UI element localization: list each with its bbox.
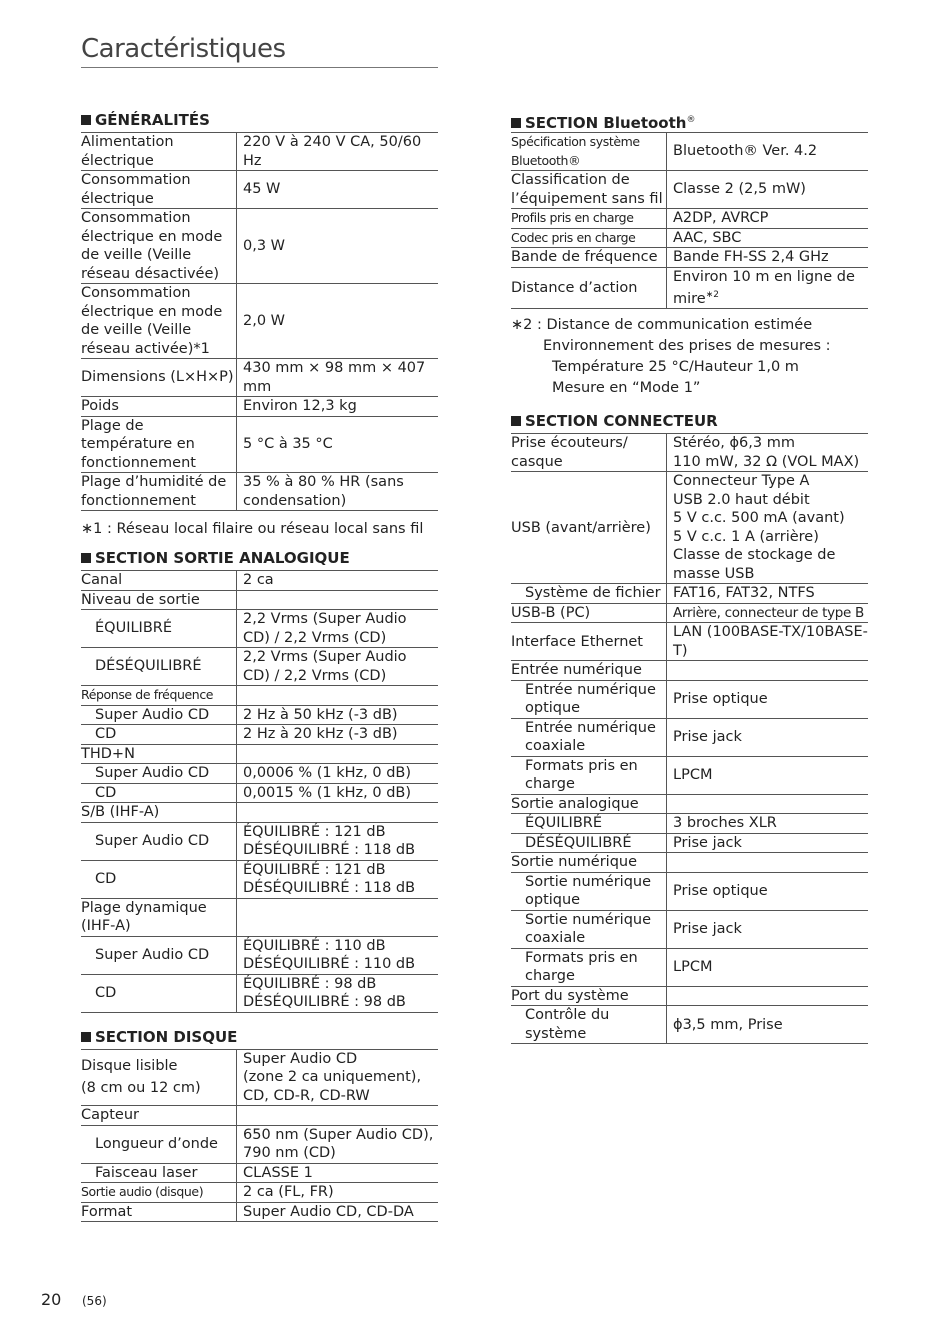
- spec-label: Entrée numérique: [511, 661, 667, 681]
- spec-label: Formats pris en charge: [511, 948, 667, 986]
- spec-label: Plage de température en fonctionnement: [81, 416, 237, 473]
- spec-label: Entrée numérique optique: [511, 680, 667, 718]
- table-row: [81, 397, 438, 417]
- spec-label: Contrôle du système: [511, 1006, 667, 1044]
- spec-value: 2,0 W: [237, 284, 439, 359]
- table-row: [81, 936, 438, 974]
- spec-label: ÉQUILIBRÉ: [81, 610, 237, 648]
- spec-label: Classification de l’équipement sans fil: [511, 171, 667, 209]
- spec-value: 2 Hz à 50 kHz (-3 dB): [237, 705, 439, 725]
- spec-label: Canal: [81, 571, 237, 591]
- spec-label: ÉQUILIBRÉ: [511, 814, 667, 834]
- table-row: [81, 705, 438, 725]
- spec-label: Super Audio CD: [81, 705, 237, 725]
- spec-label: Alimentation électrique: [81, 133, 237, 171]
- table-row: [81, 898, 438, 936]
- analogique-table: [81, 570, 438, 1013]
- table-row: [81, 284, 438, 359]
- spec-label: S/B (IHF-A): [81, 803, 237, 823]
- spec-value: [237, 803, 439, 823]
- spec-label: CD: [81, 974, 237, 1012]
- spec-value: LAN (100BASE-TX/10BASE-T): [667, 623, 869, 661]
- square-bullet-icon: [81, 1032, 91, 1042]
- spec-value: Prise jack: [667, 833, 869, 853]
- spec-value: ÉQUILIBRÉ : 110 dB DÉSÉQUILIBRÉ : 110 dB: [237, 936, 439, 974]
- table-row: [511, 171, 868, 209]
- spec-value: ÉQUILIBRÉ : 121 dB DÉSÉQUILIBRÉ : 118 dB: [237, 822, 439, 860]
- table-row: [511, 986, 868, 1006]
- spec-label: THD+N: [81, 744, 237, 764]
- table-row: [81, 1183, 438, 1203]
- left-column: [81, 108, 438, 1222]
- spec-value: Classe 2 (2,5 mW): [667, 171, 869, 209]
- spec-label: Codec pris en charge: [511, 228, 667, 248]
- spec-value: Prise optique: [667, 872, 869, 910]
- spec-value: Stéréo, ϕ6,3 mm 110 mW, 32 Ω (VOL MAX): [667, 434, 869, 472]
- spec-label: Super Audio CD: [81, 936, 237, 974]
- table-row: [81, 1106, 438, 1126]
- spec-label: Plage dynamique (IHF-A): [81, 898, 237, 936]
- spec-value: Super Audio CD, CD-DA: [237, 1202, 439, 1222]
- table-row: [511, 872, 868, 910]
- spec-value: Environ 12,3 kg: [237, 397, 439, 417]
- spec-value: LPCM: [667, 756, 869, 794]
- title-divider: [81, 67, 438, 68]
- table-row: [511, 910, 868, 948]
- table-row: [511, 434, 868, 472]
- table-row: [511, 228, 868, 248]
- table-row: [511, 833, 868, 853]
- table-row: [511, 623, 868, 661]
- spec-label: Système de fichier: [511, 584, 667, 604]
- section-title-generalites: GÉNÉRALITÉS: [81, 108, 438, 132]
- spec-label: DÉSÉQUILIBRÉ: [81, 648, 237, 686]
- spec-value: 0,0006 % (1 kHz, 0 dB): [237, 764, 439, 784]
- table-row: [511, 267, 868, 309]
- spec-value: LPCM: [667, 948, 869, 986]
- spec-value: ÉQUILIBRÉ : 121 dB DÉSÉQUILIBRÉ : 118 dB: [237, 860, 439, 898]
- spec-value: 2 ca (FL, FR): [237, 1183, 439, 1203]
- square-bullet-icon: [81, 553, 91, 563]
- spec-label: Distance d’action: [511, 267, 667, 309]
- spec-label: Dimensions (L×H×P): [81, 359, 237, 397]
- spec-label: Spécification système Bluetooth®: [511, 133, 667, 171]
- spec-value: Prise jack: [667, 718, 869, 756]
- spec-value: 3 broches XLR: [667, 814, 869, 834]
- page-title: Caractéristiques: [81, 34, 286, 64]
- table-row: [511, 794, 868, 814]
- spec-value: 650 nm (Super Audio CD), 790 nm (CD): [237, 1125, 439, 1163]
- spec-label: USB (avant/arrière): [511, 472, 667, 584]
- footnote-2: ∗2 : Distance de communication estimée Environnement des prises de mesures : Température 25 °C/Hauteur 1,0 m Mesure en “Mode 1”: [511, 317, 831, 397]
- spec-label: Entrée numérique coaxiale: [511, 718, 667, 756]
- right-column: [511, 108, 868, 1044]
- spec-value: [667, 661, 869, 681]
- generalites-table: [81, 132, 438, 511]
- spec-label: Plage d’humidité de fonctionnement: [81, 473, 237, 511]
- page-sub-number: (56): [82, 1294, 107, 1308]
- square-bullet-icon: [511, 118, 521, 128]
- section-title-bluetooth: SECTION Bluetooth®: [511, 108, 868, 132]
- spec-label: Formats pris en charge: [511, 756, 667, 794]
- spec-value: 0,0015 % (1 kHz, 0 dB): [237, 783, 439, 803]
- spec-label: Format: [81, 1202, 237, 1222]
- spec-value: Prise jack: [667, 910, 869, 948]
- spec-value: Super Audio CD (zone 2 ca uniquement), CD, CD-R, CD-RW: [237, 1049, 439, 1106]
- spec-value: ϕ3,5 mm, Prise: [667, 1006, 869, 1044]
- table-row: [81, 209, 438, 284]
- table-row: [81, 764, 438, 784]
- connecteur-table: [511, 433, 868, 1044]
- spec-label: Consommation électrique: [81, 171, 237, 209]
- spec-value: Bande FH-SS 2,4 GHz: [667, 248, 869, 268]
- table-row: [511, 814, 868, 834]
- spec-label: USB-B (PC): [511, 603, 667, 623]
- spec-label: Faisceau laser: [81, 1163, 237, 1183]
- table-row: [511, 948, 868, 986]
- spec-value: [667, 853, 869, 873]
- table-row: [81, 860, 438, 898]
- square-bullet-icon: [511, 416, 521, 426]
- spec-value: Environ 10 m en ligne de mire$^{∗2}$: [667, 267, 869, 309]
- table-row: [81, 473, 438, 511]
- table-row: [81, 744, 438, 764]
- spec-value: 2,2 Vrms (Super Audio CD) / 2,2 Vrms (CD): [237, 610, 439, 648]
- table-row: [511, 756, 868, 794]
- spec-label: Consommation électrique en mode de veille (Veille réseau activée)*1: [81, 284, 237, 359]
- square-bullet-icon: [81, 115, 91, 125]
- table-row: [81, 171, 438, 209]
- table-row: [81, 133, 438, 171]
- table-row: [511, 133, 868, 171]
- table-row: [81, 686, 438, 706]
- table-row: [511, 472, 868, 584]
- table-row: [81, 1125, 438, 1163]
- table-row: [81, 783, 438, 803]
- table-row: [81, 1049, 438, 1106]
- spec-label: Profils pris en charge: [511, 209, 667, 229]
- table-row: [81, 359, 438, 397]
- spec-value: 2,2 Vrms (Super Audio CD) / 2,2 Vrms (CD): [237, 648, 439, 686]
- spec-value: Prise optique: [667, 680, 869, 718]
- spec-label: Super Audio CD: [81, 764, 237, 784]
- spec-label: Consommation électrique en mode de veille (Veille réseau désactivée): [81, 209, 237, 284]
- page-number: 20: [41, 1290, 62, 1309]
- table-row: [81, 590, 438, 610]
- spec-label: Sortie numérique: [511, 853, 667, 873]
- section-title-connecteur: SECTION CONNECTEUR: [511, 409, 868, 433]
- spec-label: Capteur: [81, 1106, 237, 1126]
- table-row: [511, 248, 868, 268]
- spec-value: 45 W: [237, 171, 439, 209]
- spec-value: Arrière, connecteur de type B: [667, 603, 869, 623]
- section-title-disque: SECTION DISQUE: [81, 1025, 438, 1049]
- spec-value: AAC, SBC: [667, 228, 869, 248]
- spec-value: [237, 898, 439, 936]
- spec-label: Sortie analogique: [511, 794, 667, 814]
- spec-label: Sortie audio (disque): [81, 1183, 237, 1203]
- spec-label: Bande de fréquence: [511, 248, 667, 268]
- spec-value: CLASSE 1: [237, 1163, 439, 1183]
- spec-label: Sortie numérique optique: [511, 872, 667, 910]
- spec-value: [237, 686, 439, 706]
- disque-table: [81, 1049, 438, 1223]
- spec-label: Réponse de fréquence: [81, 686, 237, 706]
- table-row: [81, 648, 438, 686]
- table-row: [511, 680, 868, 718]
- spec-label: CD: [81, 783, 237, 803]
- spec-label: Poids: [81, 397, 237, 417]
- table-row: [511, 1006, 868, 1044]
- spec-label: Port du système: [511, 986, 667, 1006]
- spec-value: [237, 744, 439, 764]
- spec-value: [667, 794, 869, 814]
- table-row: [511, 209, 868, 229]
- bluetooth-table: [511, 132, 868, 309]
- table-row: [511, 718, 868, 756]
- spec-label: DÉSÉQUILIBRÉ: [511, 833, 667, 853]
- spec-value: FAT16, FAT32, NTFS: [667, 584, 869, 604]
- table-row: [81, 974, 438, 1012]
- spec-value: 430 mm × 98 mm × 407 mm: [237, 359, 439, 397]
- spec-value: [667, 986, 869, 1006]
- table-row: [81, 571, 438, 591]
- spec-label: Sortie numérique coaxiale: [511, 910, 667, 948]
- spec-label: CD: [81, 860, 237, 898]
- table-row: [511, 661, 868, 681]
- table-row: [511, 603, 868, 623]
- spec-value: Connecteur Type A USB 2.0 haut débit 5 V c.c. 500 mA (avant) 5 V c.c. 1 A (arrière) Classe de stockage de masse USB: [667, 472, 869, 584]
- spec-label: CD: [81, 725, 237, 745]
- table-row: [81, 416, 438, 473]
- table-row: [81, 610, 438, 648]
- table-row: [511, 853, 868, 873]
- spec-value: 0,3 W: [237, 209, 439, 284]
- spec-label: Longueur d’onde: [81, 1125, 237, 1163]
- spec-value: A2DP, AVRCP: [667, 209, 869, 229]
- spec-value: 2 Hz à 20 kHz (-3 dB): [237, 725, 439, 745]
- table-row: [81, 725, 438, 745]
- spec-label: Super Audio CD: [81, 822, 237, 860]
- spec-label: Niveau de sortie: [81, 590, 237, 610]
- spec-value: [237, 590, 439, 610]
- spec-value: ÉQUILIBRÉ : 98 dB DÉSÉQUILIBRÉ : 98 dB: [237, 974, 439, 1012]
- spec-label: Prise écouteurs/ casque: [511, 434, 667, 472]
- spec-value: 35 % à 80 % HR (sans condensation): [237, 473, 439, 511]
- spec-label: Interface Ethernet: [511, 623, 667, 661]
- footnote-1: ∗1 : Réseau local filaire ou réseau local sans fil: [81, 521, 424, 537]
- spec-value: Bluetooth® Ver. 4.2: [667, 133, 869, 171]
- table-row: [81, 1163, 438, 1183]
- table-row: [511, 584, 868, 604]
- table-row: [81, 803, 438, 823]
- spec-value: [237, 1106, 439, 1126]
- spec-label: Disque lisible (8 cm ou 12 cm): [81, 1049, 237, 1106]
- section-title-analogique: SECTION SORTIE ANALOGIQUE: [81, 546, 438, 570]
- spec-value: 220 V à 240 V CA, 50/60 Hz: [237, 133, 439, 171]
- spec-value: 5 °C à 35 °C: [237, 416, 439, 473]
- table-row: [81, 822, 438, 860]
- table-row: [81, 1202, 438, 1222]
- spec-value: 2 ca: [237, 571, 439, 591]
